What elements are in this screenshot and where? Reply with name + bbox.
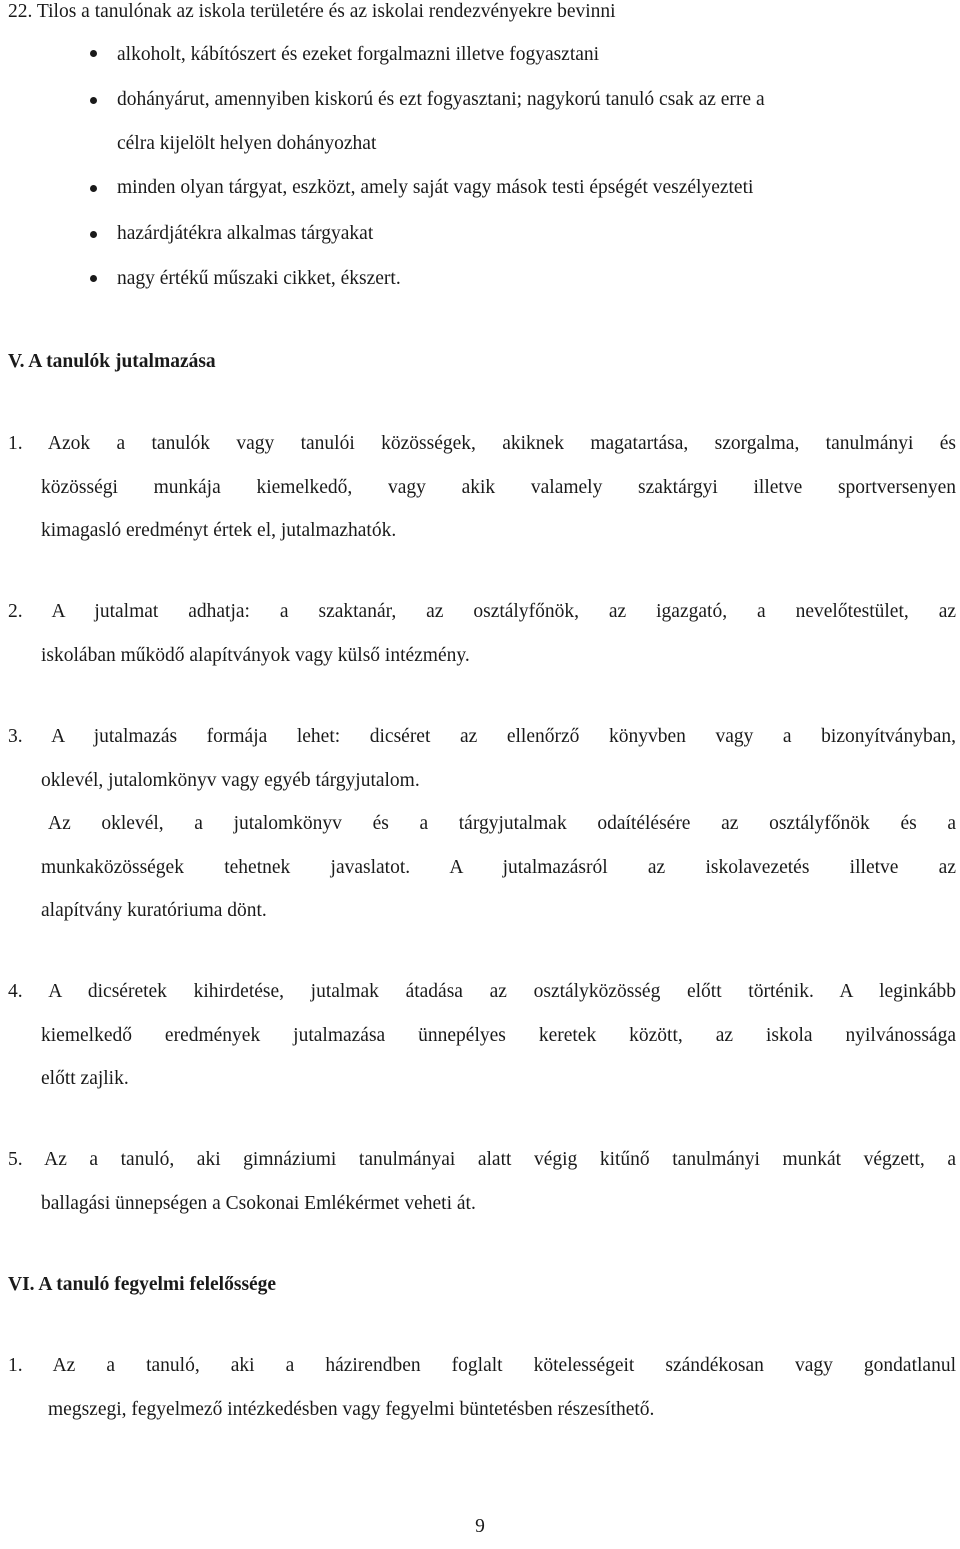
bullet-item: dohányárut, amennyiben kiskorú és ezt fogyasztani; nagykorú tanuló csak az erre a bbox=[117, 89, 765, 110]
bullet-icon bbox=[90, 185, 97, 192]
section-v-heading: V. A tanulók jutalmazása bbox=[8, 351, 216, 372]
paragraph-line: megszegi, fegyelmező intézkedésben vagy fegyelmi büntetésben részesíthető. bbox=[48, 1399, 655, 1420]
paragraph-line: előtt zajlik. bbox=[41, 1068, 129, 1089]
paragraph-line: oklevél, jutalomkönyv vagy egyéb tárgyjutalom. bbox=[41, 770, 420, 791]
paragraph-line: 1. Azok a tanulók vagy tanulói közösségek, akiknek magatartása, szorgalma, tanulmányi és bbox=[8, 433, 956, 454]
paragraph-line: ballagási ünnepségen a Csokonai Emlékérmet veheti át. bbox=[41, 1193, 476, 1214]
paragraph-line: iskolában működő alapítványok vagy külső intézmény. bbox=[41, 645, 470, 666]
paragraph-line: alapítvány kuratóriuma dönt. bbox=[41, 900, 267, 921]
paragraph-line: közösségi munkája kiemelkedő, vagy akik valamely szaktárgyi illetve sportversenyen bbox=[41, 477, 956, 498]
bullet-icon bbox=[90, 97, 97, 104]
paragraph-line: kimagasló eredményt értek el, jutalmazhatók. bbox=[41, 520, 397, 541]
bullet-item: minden olyan tárgyat, eszközt, amely saját vagy mások testi épségét veszélyezteti bbox=[117, 177, 754, 198]
section-vi-heading: VI. A tanuló fegyelmi felelőssége bbox=[8, 1274, 277, 1295]
bullet-item: alkoholt, kábítószert és ezeket forgalmazni illetve fogyasztani bbox=[117, 44, 600, 65]
bullet-icon bbox=[90, 275, 97, 282]
paragraph-line: Az oklevél, a jutalomkönyv és a tárgyjutalmak odaítélésére az osztályfőnök és a bbox=[48, 813, 956, 834]
paragraph-line: kiemelkedő eredmények jutalmazása ünnepélyes keretek között, az iskola nyilvánossága bbox=[41, 1025, 956, 1046]
paragraph-line: 2. A jutalmat adhatja: a szaktanár, az osztályfőnök, az igazgató, a nevelőtestület, az bbox=[8, 601, 956, 622]
bullet-icon bbox=[90, 50, 97, 57]
paragraph-line: munkaközösségek tehetnek javaslatot. A jutalmazásról az iskolavezetés illetve az bbox=[41, 857, 956, 878]
bullet-item-continuation: célra kijelölt helyen dohányozhat bbox=[117, 133, 377, 154]
item-22-intro: 22. Tilos a tanulónak az iskola területére és az iskolai rendezvényekre bevinni bbox=[8, 1, 616, 22]
bullet-item: hazárdjátékra alkalmas tárgyakat bbox=[117, 223, 374, 244]
bullet-item: nagy értékű műszaki cikket, ékszert. bbox=[117, 268, 401, 289]
bullet-icon bbox=[90, 231, 97, 238]
page-number: 9 bbox=[475, 1516, 485, 1537]
paragraph-line: 5. Az a tanuló, aki gimnáziumi tanulmányai alatt végig kitűnő tanulmányi munkát végzett, a bbox=[8, 1149, 956, 1170]
paragraph-line: 4. A dicséretek kihirdetése, jutalmak átadása az osztályközösség előtt történik. A leginkább bbox=[8, 981, 956, 1002]
paragraph-line: 1. Az a tanuló, aki a házirendben foglalt kötelességeit szándékosan vagy gondatlanul bbox=[8, 1355, 956, 1376]
paragraph-line: 3. A jutalmazás formája lehet: dicséret az ellenőrző könyvben vagy a bizonyítványban, bbox=[8, 726, 956, 747]
